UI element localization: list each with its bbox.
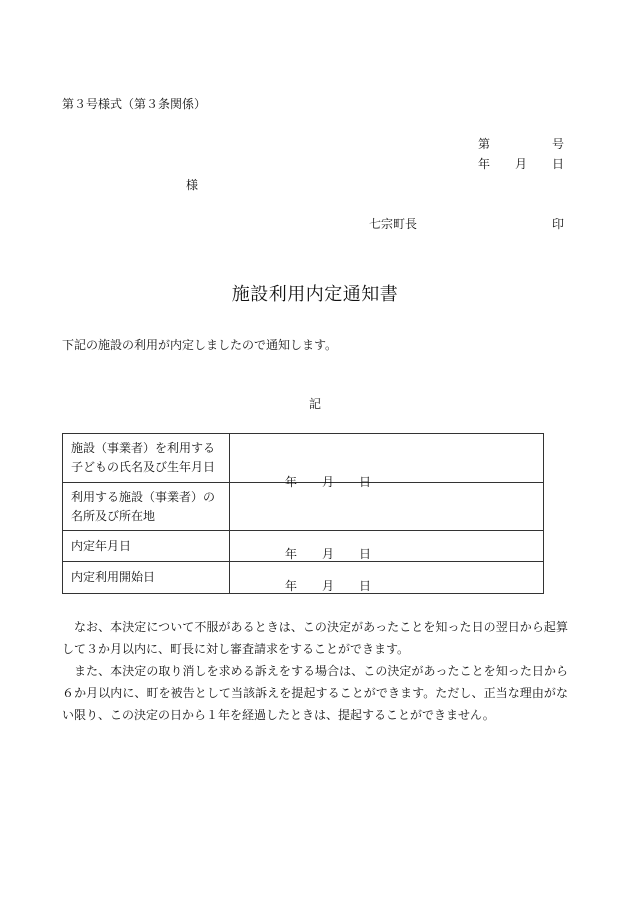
start-date-label: 内定利用開始日	[63, 562, 230, 594]
appeal-notice-paragraph: なお、本決定について不服があるときは、この決定があったことを知った日の翌日から起算して３か月以内に、町長に対し審査請求をすることができます。	[62, 620, 568, 656]
decision-date-label: 内定年月日	[63, 531, 230, 562]
birthdate-day-label: 日	[359, 475, 372, 489]
decision-day-label: 日	[359, 547, 372, 561]
decision-month-label: 月	[322, 547, 335, 561]
child-info-label-line2: 子どもの氏名及び生年月日	[71, 460, 216, 474]
start-year-label: 年	[285, 578, 298, 593]
birthdate-month-label: 月	[322, 475, 335, 489]
document-number-prefix: 第	[478, 137, 491, 151]
document-number-suffix: 号	[552, 137, 565, 151]
table-row-decision-date	[63, 531, 544, 562]
document-title: 施設利用内定通知書	[231, 284, 399, 305]
form-number: 第３号様式（第３条関係）	[62, 97, 207, 111]
start-month-label: 月	[322, 578, 335, 593]
table-row-child-info	[63, 434, 544, 483]
facility-value	[230, 483, 544, 531]
addressee-honorific: 様	[186, 178, 199, 192]
facility-label-line1: 利用する施設（事業者）の	[71, 489, 216, 504]
ki-heading: 記	[308, 397, 321, 411]
start-day-label: 日	[359, 578, 372, 593]
issue-date-month: 月	[515, 157, 528, 171]
table-row-start-date	[63, 562, 544, 594]
issue-date-day: 日	[552, 157, 565, 171]
info-table	[62, 433, 544, 594]
facility-label	[63, 483, 230, 531]
decision-year-label: 年	[285, 547, 298, 561]
lawsuit-notice-paragraph: また、本決定の取り消しを求める訴えをする場合は、この決定があったことを知った日から６か月以内に、町を被告として当該訴えを提起することができます。ただし、正当な理由がない限り、この決定の日から１年を経過したときは、提起することができません。	[62, 664, 568, 722]
child-info-value	[230, 434, 544, 489]
table-row-facility	[63, 483, 544, 531]
decision-date-value	[230, 531, 544, 562]
facility-label-line2: 名所及び所在地	[71, 508, 156, 523]
intro-text: 下記の施設の利用が内定しましたので通知します。	[62, 338, 338, 352]
child-info-label-line1: 施設（事業者）を利用する	[71, 441, 216, 455]
issue-date-year: 年	[478, 157, 491, 171]
child-info-label	[63, 434, 230, 483]
issuer-title: 七宗町長	[369, 217, 418, 231]
start-date-value	[230, 562, 544, 594]
birthdate-year-label: 年	[285, 475, 298, 489]
issuer-seal-mark: 印	[552, 217, 565, 231]
